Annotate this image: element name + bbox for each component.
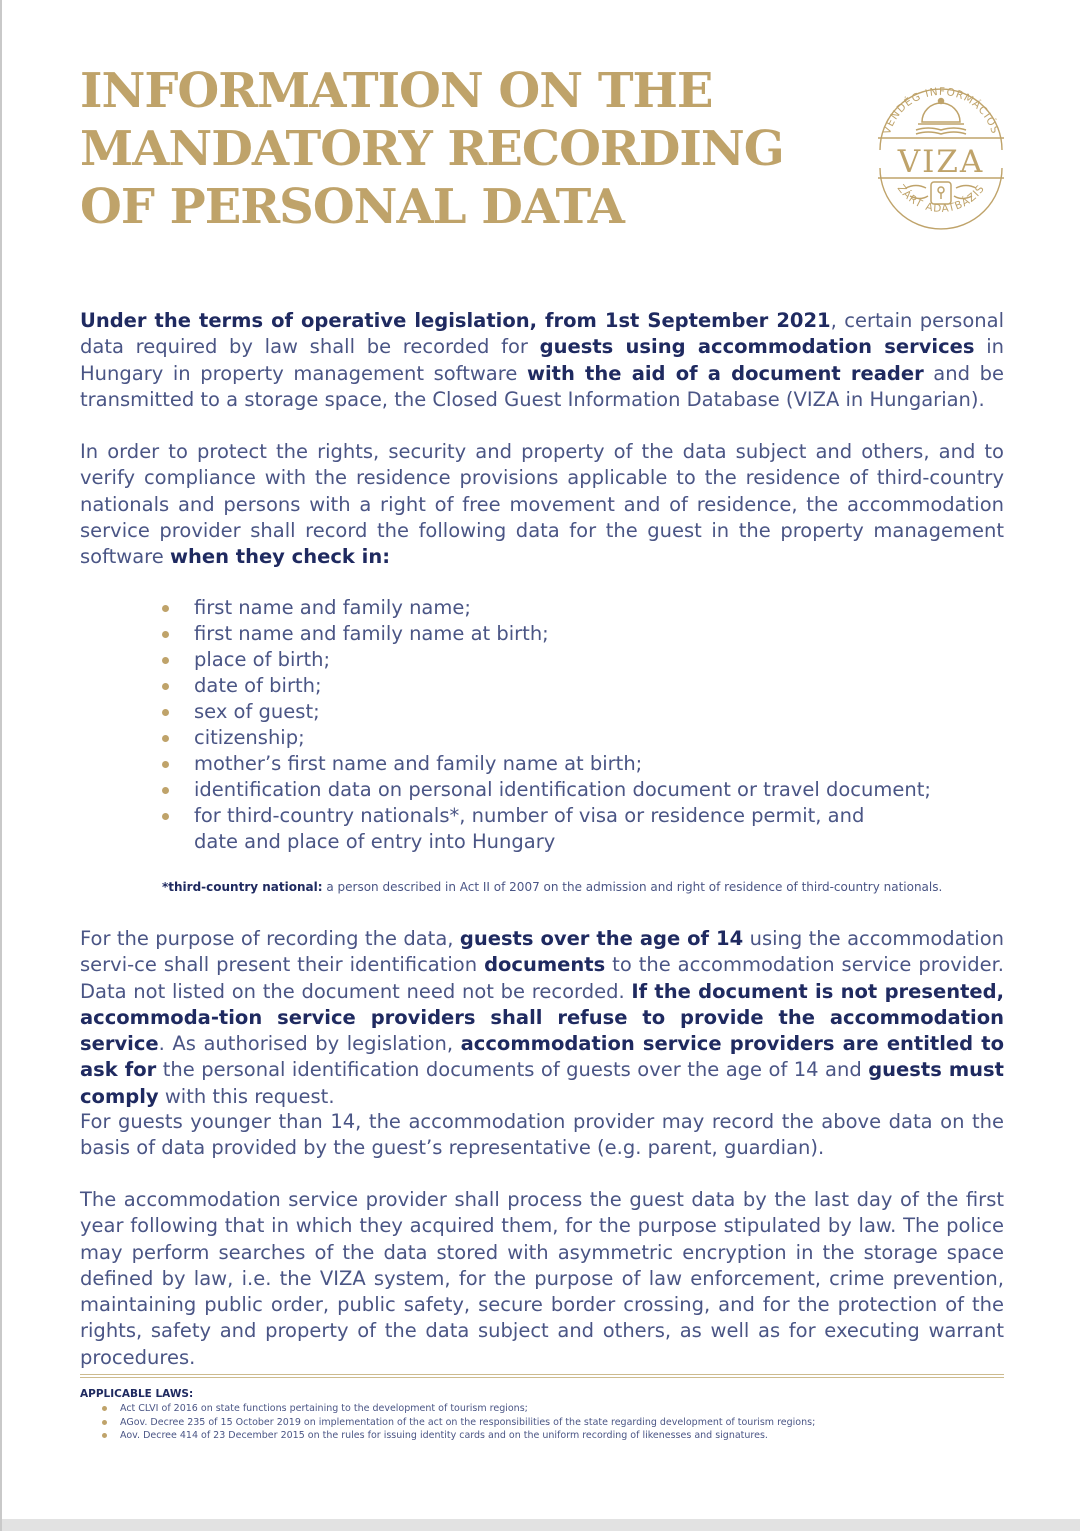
title-line-2: MANDATORY RECORDING [80,121,784,177]
list-item [162,751,982,777]
logo-arc-bottom-text: ZÁRT ADATBÁZIS [894,182,988,216]
law-item [102,1416,982,1430]
list-item-text: first name and family name at birth; [194,622,549,645]
list-item-text: first name and family name; [194,596,471,619]
law-item [102,1429,982,1443]
page-bottom-edge [2,1519,1080,1531]
bullet-dot-icon [162,761,169,768]
bullet-dot-icon [162,813,169,820]
law-item-text: Aov. Decree 414 of 23 December 2015 on the rules for issuing identity cards and on the uniform recording of likenesses and signatures. [120,1430,768,1441]
documents-text-5: the personal identification documents of guests over the age of 14 and [156,1058,869,1082]
bullet-dot-icon [162,787,169,794]
applicable-laws-heading: APPLICABLE LAWS: [80,1388,194,1400]
documents-bold-2: documents [484,953,606,977]
list-item [162,647,982,673]
list-item-text: place of birth; [194,648,331,671]
documents-text-4: . As authorised by legislation, [158,1032,461,1056]
intro-bold-1: Under the terms of operative legislation, from 1st September 2021 [80,309,831,332]
intro-text-1: , certain personal data required by law shall be recorded for [80,309,1004,359]
bullet-dot-icon [162,605,169,612]
intro-bold-2: guests using accommodation services [539,335,975,359]
documents-text-3: to the accommodation service provider. Data not listed on the document need not be recorded. [80,953,1005,1003]
documents-text-1: For the purpose of recording the data, [80,927,460,950]
list-item-text: sex of guest; [194,700,320,723]
applicable-laws-list [102,1402,982,1443]
list-item [162,777,982,803]
purpose-text: In order to protect the rights, security and property of the data subject and others, and to verify compliance with the residence provisions applicable to the residence of third-country nationals and persons with a right of free movement and of residence, the accommodation service provider shall record the following data for the guest in the property management software [80,440,1004,569]
list-item-text: date of birth; [194,674,322,697]
recorded-data-list [162,595,982,855]
title-line-3: OF PERSONAL DATA [80,179,624,235]
law-item-text: Act CLVI of 2016 on state functions pertaining to the development of tourism regions; [120,1403,528,1414]
list-item [162,725,982,751]
footnote-term: *third-country national: [162,880,323,894]
bullet-dot-icon [162,735,169,742]
intro-text-3: and be transmitted to a storage space, the Closed Guest Information Database (VIZA in Hungarian). [80,361,1004,411]
concierge-bell-and-book-icon [916,99,966,135]
documents-bold-5: guests must comply [80,1058,1004,1108]
footnote [162,880,942,894]
intro-text-2: in Hungary in property management software [80,335,1004,385]
list-item-text: mother’s first name and family name at birth; [194,752,643,775]
law-item [102,1402,982,1416]
purpose-bold: when they check in: [169,545,391,569]
documents-text-2: using the accommodation servi-ce shall present their identification [80,927,1004,977]
minors-paragraph: For guests younger than 14, the accommodation provider may record the above data on the basis of data provided by the guest’s representative (e.g. parent, guardian). [80,1110,1004,1160]
intro-paragraph [80,308,1004,413]
law-item-text: AGov. Decree 235 of 15 October 2019 on implementation of the act on the responsibilities of the state regarding development of tourism regions; [120,1416,816,1428]
bullet-dot-icon [102,1420,107,1425]
list-item-text: for third-country nationals*, number of visa or residence permit, and date and place of entry into Hungary [194,804,865,853]
list-item-text: citizenship; [194,726,305,749]
bullet-dot-icon [162,683,169,690]
documents-bold-3: If the document is not presented, accommoda-tion service providers shall refuse to provide the accommodation service [80,979,1004,1056]
list-item [162,699,982,725]
purpose-paragraph [80,439,1004,570]
list-item [162,803,874,855]
title-line-1: INFORMATION ON THE [80,63,713,119]
processing-paragraph: The accommodation service provider shall process the guest data by the last day of the first year following that in which they acquired them, for the purpose stipulated by law. The police may perform searches of the data stored with asymmetric encryption in the storage space defined by law, i.e. the VIZA system, for the purpose of law enforcement, crime prevention, maintaining public order, public safety, secure border crossing, and for the protection of the rights, safety and property of the data subject and others, as well as for executing warrant procedures. [80,1188,1004,1369]
documents-bold-4: accommodation service providers are entitled to ask for [80,1032,1005,1082]
logo-arc-top-text: VENDÉG INFORMÁCIÓS [880,85,1002,136]
list-item [162,595,982,621]
bullet-dot-icon [102,1406,107,1411]
documents-bold-1: guests over the age of 14 [459,927,744,950]
logo-name: VIZA [897,144,985,180]
divider [80,1374,1004,1378]
documents-paragraph [80,926,1004,1110]
bullet-dot-icon [162,709,169,716]
list-item [162,673,982,699]
intro-bold-3: with the aid of a document reader [526,361,924,385]
bullet-dot-icon [162,631,169,638]
list-item [162,621,982,647]
footnote-text: a person described in Act II of 2007 on the admission and right of residence of third-country nationals. [322,880,943,894]
bullet-dot-icon [102,1433,107,1438]
list-item-text: identification data on personal identification document or travel document; [194,778,931,801]
viza-logo [870,70,1012,250]
bullet-dot-icon [162,657,169,664]
page-title [80,62,800,236]
documents-text-6: with this request. [158,1084,335,1108]
svg-text:VENDÉG INFORMÁCIÓS [881,86,1001,136]
